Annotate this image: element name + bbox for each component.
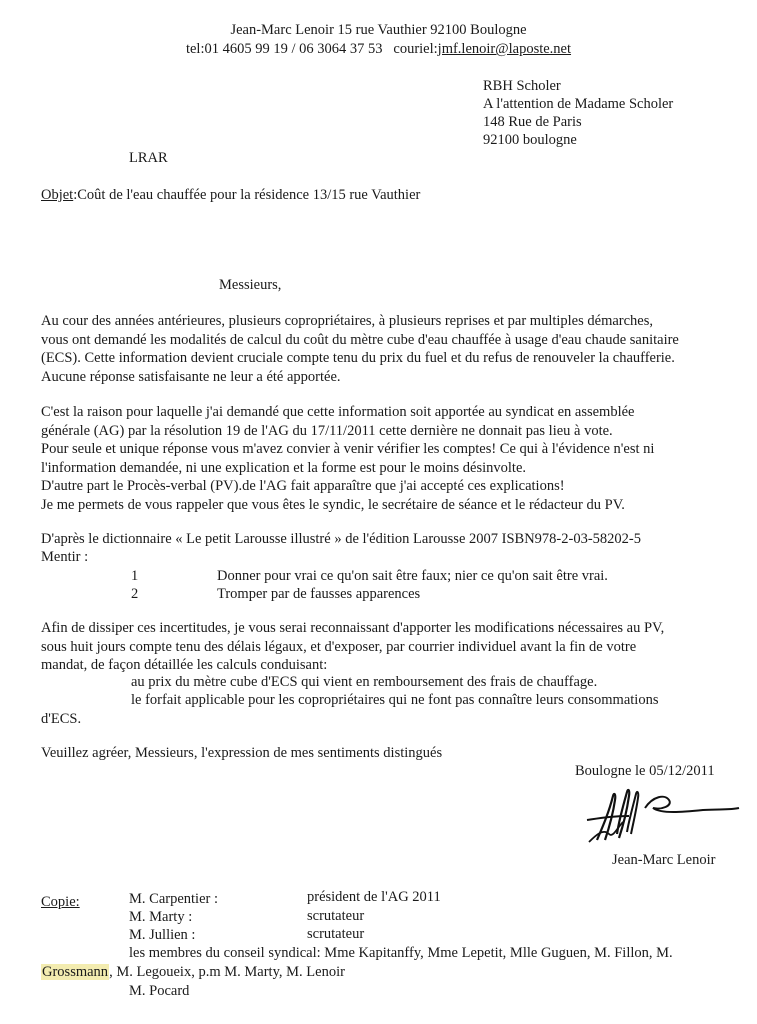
- recipient-name: RBH Scholer: [483, 78, 561, 94]
- text-line: Je me permets de vous rappeler que vous êtes le syndic, le secrétaire de séance et le rédacteur du PV.: [41, 496, 625, 513]
- paragraph-1: [41, 312, 721, 386]
- text-line: l'information demandée, ni une explication et la forme est pour le moins désinvolte.: [41, 459, 527, 476]
- closing-formula: Veuillez agréer, Messieurs, l'expression de mes sentiments distingués: [41, 745, 443, 761]
- sender-contact: [0, 40, 757, 59]
- calculation-item: le forfait applicable pour les copropriétaires qui ne font pas connaître leurs consommations: [131, 692, 659, 708]
- highlighted-name: Grossmann: [42, 964, 109, 980]
- council-members-rest: , M. Legoueix, p.m M. Marty, M. Lenoir: [109, 964, 345, 980]
- mentir-label: Mentir :: [41, 549, 89, 565]
- text-line: générale (AG) par la résolution 19 de l'AG du 17/11/2011 cette dernière ne donnait pas lieu à vote.: [41, 422, 613, 439]
- copies-label: Copie:: [41, 894, 80, 910]
- text-line: Afin de dissiper ces incertitudes, je vous serai reconnaissant d'apporter les modifications nécessaires au PV,: [41, 620, 665, 636]
- sender-address: Jean-Marc Lenoir 15 rue Vauthier 92100 Boulogne: [230, 22, 527, 38]
- recipient-street: 148 Rue de Paris: [483, 114, 582, 130]
- place-and-date: Boulogne le 05/12/2011: [575, 763, 715, 779]
- copy-recipient-last: M. Pocard: [129, 983, 190, 999]
- recipient-city: 92100 boulogne: [483, 132, 577, 148]
- text-line: vous ont demandé les modalités de calcul du coût du mètre cube d'eau chauffée à usage d'eau chaude sanitaire: [41, 331, 679, 348]
- definition-number: 1: [131, 568, 139, 584]
- text-line: Pour seule et unique réponse vous m'avez convier à venir vérifier les comptes! Ce qui à l'évidence n'est ni: [41, 441, 655, 458]
- recipient-attention: A l'attention de Madame Scholer: [483, 96, 674, 112]
- subject-line: [41, 186, 420, 205]
- handwritten-signature: [583, 782, 743, 852]
- subject-label: Objet: [41, 187, 74, 203]
- council-members-line: les membres du conseil syndical: Mme Kapitanffy, Mme Lepetit, Mlle Guguen, M. Fillon, M.: [129, 945, 673, 961]
- text-line: (ECS). Cette information devient cruciale compte tenu du prix du fuel et du refus de renouveler la chaufferie.: [41, 350, 675, 367]
- text-line: Au cour des années antérieures, plusieurs copropriétaires, à plusieurs reprises et par multiples démarches,: [41, 313, 654, 329]
- definition-text: Tromper par de fausses apparences: [217, 586, 421, 602]
- sender-phone: tel:01 4605 99 19 / 06 3064 37 53 couriel:: [185, 41, 438, 57]
- copy-recipient-role: scrutateur: [307, 926, 365, 942]
- sender-email[interactable]: jmf.lenoir@laposte.net: [437, 41, 572, 57]
- copy-recipient-name: M. Marty :: [129, 909, 193, 925]
- paragraph-3: [41, 619, 721, 675]
- paragraph-2: [41, 403, 721, 515]
- copy-recipient-role: scrutateur: [307, 908, 365, 924]
- copy-recipient-name: M. Carpentier :: [129, 891, 218, 907]
- definition-text: Donner pour vrai ce qu'on sait être faux; nier ce qu'on sait être vrai.: [217, 568, 608, 584]
- text-line: D'autre part le Procès-verbal (PV).de l'AG fait apparaître que j'ai accepté ces explications!: [41, 478, 565, 495]
- text-line: Aucune réponse satisfaisante ne leur a été apportée.: [41, 368, 341, 385]
- text-line: C'est la raison pour laquelle j'ai demandé que cette information soit apportée au syndicat en assemblée: [41, 404, 635, 420]
- definition-number: 2: [131, 586, 139, 602]
- dictionary-reference: D'après le dictionnaire « Le petit Larousse illustré » de l'édition Larousse 2007 ISBN978-2-03-58202-5: [41, 531, 641, 547]
- paragraph-3-tail: d'ECS.: [41, 711, 82, 727]
- signer-name: Jean-Marc Lenoir: [612, 852, 716, 868]
- council-members-line-2: [41, 963, 345, 982]
- text-line: mandat, de façon détaillée les calculs conduisant:: [41, 657, 328, 674]
- subject-text: :Coût de l'eau chauffée pour la résidence 13/15 rue Vauthier: [73, 187, 421, 203]
- copy-recipient-name: M. Jullien :: [129, 927, 196, 943]
- lrar-mention: LRAR: [129, 150, 168, 166]
- copy-recipient-role: président de l'AG 2011: [307, 889, 441, 905]
- text-line: sous huit jours compte tenu des délais légaux, et d'exposer, par courrier individuel avant la fin de votre: [41, 638, 637, 655]
- calculation-item: au prix du mètre cube d'ECS qui vient en remboursement des frais de chauffage.: [131, 674, 598, 690]
- salutation: Messieurs,: [219, 277, 282, 293]
